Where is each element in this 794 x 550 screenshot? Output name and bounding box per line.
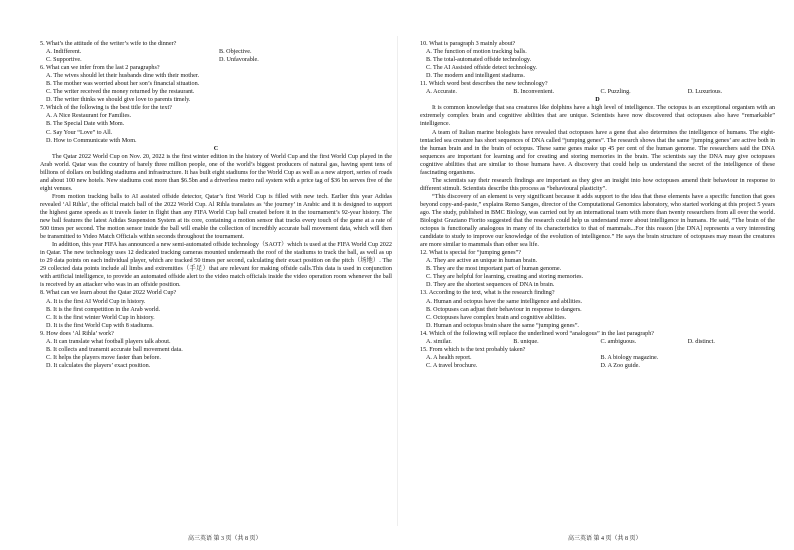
option-b: B. It collects and transmit accurate ball movement data. bbox=[46, 346, 183, 353]
option-b: B. It is the first competition in the Arab world. bbox=[46, 306, 161, 313]
question-11-stem: 11. Which word best describes the new technology? bbox=[420, 81, 548, 88]
passage-d-paragraph-4: “This discovery of an element is very significant because it adds support to the idea that these elements have a specific function that goes beyond copy-and-paste,” explains Remo Sanges, director of the Computational Genomics laboratory, who started working at this project 5 years ago. The study, published in BMC Biology, was carried out by an international team with more than twenty researchers from all over the world. Biologist Graziano Fiorito suggested that the research could help us understand more about intelligence in humans. He said, “The brain of the octopus is functionally analogous in many of its characteristics to that of mammals...For this reason [the DNA] represents a very interesting candidate to study to improve our knowledge of the evolution of intelligence.” He says the brain structure of octopuses may mean the creatures are more similar to mammals than other sea life. bbox=[420, 193, 775, 249]
option-a: A. It can translate what football players talk about. bbox=[46, 338, 171, 345]
question-7-stem: 7. Which of the following is the best title for the text? bbox=[40, 105, 172, 112]
section-c-heading: C bbox=[213, 145, 219, 152]
passage-d-paragraph-3: The scientists say their research findings are important as they give an insight into how octopuses amend their behaviour in response to different stimuli. Scientists describe this process as “behavioural plasticity”. bbox=[420, 177, 775, 192]
option-a: A. The function of motion tracking balls. bbox=[426, 49, 527, 56]
option-d: D. It calculates the players’ exact position. bbox=[46, 362, 151, 369]
option-d: D. A Zoo guide. bbox=[600, 362, 640, 369]
passage-c-paragraph-1: The Qatar 2022 World Cup on Nov. 20, 2022 is the first winter edition in the history of World Cup and the first World Cup played in the Arab world. Qatar was the country of barely three million people, one of the world’s biggest producers of natural gas, having spent tens of billions of dollars on building stadiums and infrastructure. It has built eight stadiums for the World Cup as well as a new airport, series of roads and about 100 new hotels. New stadiums cost more than $6.5bn and a driverless metro rail system with a price tag of $36 bn serves five of the eight venues. bbox=[40, 153, 392, 192]
option-d: D. The writer thinks we should give love to parents timely. bbox=[46, 97, 191, 104]
option-b: B. Inconvenient. bbox=[513, 89, 555, 96]
option-a: A. The wives should let their husbands dine with their mother. bbox=[46, 73, 200, 80]
page-4-column bbox=[420, 40, 775, 370]
option-d: D. Human and octopus brain share the same “jumping genes”. bbox=[426, 322, 579, 329]
question-9-stem: 9. How does ‘Al Rihla’ work? bbox=[40, 330, 114, 337]
option-d: D. It is the first World Cup with 8 stadiums. bbox=[46, 322, 154, 329]
passage-c-paragraph-3: In addition, this year FIFA has announced a new semi-automated offside technology（SAOT）which is used at the FIFA World Cup 2022 in Qatar. The new technology uses 12 dedicated tracking cameras mounted underneath the roof of the stadiums to track the ball, as well as up to 29 data points on each individual player, which are tracked 50 times per second, calculating their exact position on the pitch（场地）. The 29 collected data points include all limbs and extremities（手足）that are relevant for making offside calls.This data is used in conjunction with artificial intelligence, to provide an automated offside alert to the video match officials inside the video operation room whenever the ball is received by an attacker who was in an offside position. bbox=[40, 242, 392, 289]
option-a: A. Human and octopus have the same intelligence and abilities. bbox=[426, 298, 583, 305]
option-b: B. They are the most important part of human genome. bbox=[426, 266, 562, 273]
option-c: C. Puzzling. bbox=[600, 89, 631, 96]
option-c: C. It is the first winter World Cup in history. bbox=[46, 314, 155, 321]
column-divider bbox=[397, 36, 398, 526]
page-4-footer: 高三英语 第 4 页（共 8 页） bbox=[568, 536, 642, 542]
option-d: D. How to Communicate with Mom. bbox=[46, 137, 137, 144]
option-a: A. A health report. bbox=[426, 354, 472, 361]
section-d-heading: D bbox=[595, 97, 600, 104]
passage-c-paragraph-2: From motion tracking balls to AI assisted offside detector, Qatar’s first World Cup is filled with new tech. Earlier this year Adidas revealed ‘Al Rihla’, the official match ball of the 2022 World Cup. Al Rihla translates as ‘the journey’ in Arabic and it is designed to support the highest game speeds as it travels faster in flight than any FIFA World Cup ball created before it in the tournament’s 92-year history. The new ball features the latest Adidas Suspension System at its core, containing a motion sensor that tracks every touch of the game at a rate of 500 times per second. The motion sensor inside the ball will enable the collection of incredibly accurate ball movement data, which will then be transmitted to Video Match Officials within seconds throughout the tournament. bbox=[40, 193, 392, 241]
question-12-stem: 12. What is special for “jumping genes”? bbox=[420, 250, 522, 257]
passage-d-paragraph-2: A team of Italian marine biologists have revealed that octopuses have a gene that also determines the intelligence of humans. The eight-tentacled sea creature has short sequences of DNA called “jumping genes”. The research shows that the same ‘jumping genes’ are active both in the human brain and in the brain of octopus. These same genes make up 45 per cent of the human genome. The researchers said the DNA sequences are important for learning and for creating and storing memories in the brain. The scientists say the DNA may give octopuses cognitive abilities that are similar to those humans have. A discovery that could help us understand the secret of the intelligence of these fascinating organisms. bbox=[420, 129, 775, 176]
question-5-options bbox=[40, 48, 392, 64]
option-a: A. It is the first AI World Cup in history. bbox=[46, 298, 146, 305]
option-b: B. The Special Date with Mom. bbox=[46, 121, 125, 128]
question-15-options bbox=[420, 354, 775, 370]
page-3-column bbox=[40, 40, 392, 370]
option-b: B. A biology magazine. bbox=[600, 354, 659, 361]
option-c: C. A travel brochure. bbox=[426, 362, 478, 369]
question-11-options bbox=[420, 88, 775, 96]
option-d: D. Unfavorable. bbox=[219, 57, 259, 64]
option-c: C. The AI Assisted offside detect technology. bbox=[426, 65, 537, 72]
option-b: B. The mother was worried about her son’s financial situation. bbox=[46, 81, 200, 88]
option-a: A. Accurate. bbox=[426, 89, 457, 96]
question-14-options bbox=[420, 338, 775, 346]
option-c: C. It helps the players move faster than before. bbox=[46, 354, 161, 361]
option-d: D. distinct. bbox=[687, 338, 715, 345]
option-b: B. Octopuses can adjust their behaviour in response to dangers. bbox=[426, 306, 582, 313]
option-d: D. The modern and intelligent stadiums. bbox=[426, 73, 525, 80]
option-d: D. They are the shortest sequences of DNA in brain. bbox=[426, 282, 555, 289]
option-a: A. similar. bbox=[426, 338, 452, 345]
option-d: D. Luxurious. bbox=[687, 89, 723, 96]
question-14-stem: 14. Which of the following will replace the underlined word “analogous” in the last paragraph? bbox=[420, 330, 655, 337]
question-10-stem: 10. What is paragraph 3 mainly about? bbox=[420, 41, 516, 47]
question-6-stem: 6. What can we infer from the last 2 paragraphs? bbox=[40, 65, 160, 72]
option-c: C. ambiguous. bbox=[600, 338, 637, 345]
option-b: B. unique. bbox=[513, 338, 539, 345]
question-15-stem: 15. From which is the text probably taken? bbox=[420, 346, 526, 353]
option-b: B. Objective. bbox=[219, 49, 252, 56]
page-3-footer: 高三英语 第 3 页（共 8 页） bbox=[188, 536, 262, 542]
option-a: A. A Nice Restaurant for Families. bbox=[46, 113, 132, 120]
question-13-stem: 13. According to the text, what is the research finding? bbox=[420, 290, 555, 297]
question-8-stem: 8. What can we learn about the Qatar 2022 World Cup? bbox=[40, 290, 177, 297]
option-b: B. The total-automated offside technology. bbox=[426, 57, 532, 64]
option-a: A. Indifferent. bbox=[46, 49, 82, 56]
option-a: A. They are active an unique in human brain. bbox=[426, 258, 538, 265]
option-c: C. Say Your “Love” to All. bbox=[46, 129, 113, 136]
option-c: C. They are helpful for learning, creating and storing memories. bbox=[426, 274, 584, 281]
option-c: C. Supportive. bbox=[46, 57, 82, 64]
option-c: C. The writer received the money returned by the restaurant. bbox=[46, 89, 195, 96]
option-c: C. Octopuses have complex brain and cognitive abilities. bbox=[426, 314, 567, 321]
passage-d-paragraph-1: It is common knowledge that sea creatures like dolphins have a high level of intelligence. The octopus is an exceptional organism with an extremely complex brain and cognitive abilities that are unique. Scientists have now discovered that octopuses also have “remarkable” intelligence. bbox=[420, 105, 775, 128]
question-5-stem: 5. What’s the attitude of the writer’s wife to the dinner? bbox=[40, 41, 177, 47]
